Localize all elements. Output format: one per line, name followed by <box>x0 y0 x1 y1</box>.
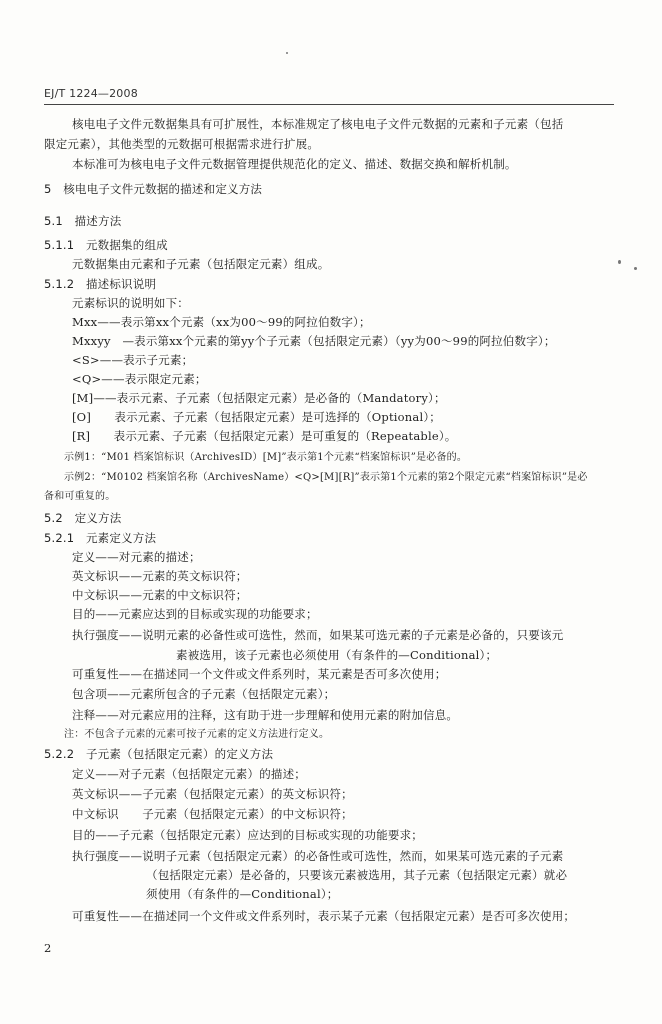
scan-speck <box>634 267 637 270</box>
header-rule <box>44 104 614 105</box>
example-1: 示例1：“M01 档案馆标识（ArchivesID）[M]”表示第1个元素“档案馆标识”是必备的。 <box>64 452 468 463</box>
subelement-definition-item: 中文标识 子元素（包括限定元素）的中文标识符； <box>72 807 353 821</box>
identifier-item: <Q>——表示限定元素； <box>72 372 207 386</box>
scan-speck <box>286 52 288 54</box>
intro-paragraph-1-line-2: 限定元素），其他类型的元数据可根据需求进行扩展。 <box>44 137 320 151</box>
subelement-definition-item-continued: 须使用（有条件的—Conditional）； <box>146 887 339 901</box>
example-2-line-2: 备和可重复的。 <box>44 491 116 502</box>
element-definition-item: 执行强度——说明元素的必备性或可选性，然而，如果某可选元素的子元素是必备的，只要该元 <box>72 628 564 642</box>
identifier-item: [M]——表示元素、子元素（包括限定元素）是必备的（Mandatory）； <box>72 391 446 405</box>
element-definition-item: 注释——对元素应用的注释，这有助于进一步理解和使用元素的附加信息。 <box>72 708 459 722</box>
section-5-heading: 5 核电电子文件元数据的描述和定义方法 <box>44 182 263 196</box>
section-5-1-heading: 5.1 描述方法 <box>44 214 122 228</box>
element-definition-item-continued: 素被选用，该子元素也必须使用（有条件的—Conditional）； <box>176 648 498 662</box>
identifier-item: Mxx——表示第xx个元素（xx为00～99的阿拉伯数字）； <box>72 315 371 329</box>
element-definition-item: 英文标识——元素的英文标识符； <box>72 569 248 583</box>
section-5-2-heading: 5.2 定义方法 <box>44 511 122 525</box>
element-definition-item: 包含项——元素所包含的子元素（包括限定元素）； <box>72 687 336 701</box>
element-definition-item: 可重复性——在描述同一个文件或文件系列时，某元素是否可多次使用； <box>72 667 447 681</box>
subelement-definition-item-continued: （包括限定元素）是必备的，只要该元素被选用，其子元素（包括限定元素）就必 <box>146 868 568 882</box>
subelement-definition-item: 执行强度——说明子元素（包括限定元素）的必备性或可选性，然而，如果某可选元素的子元素 <box>72 849 564 863</box>
element-definition-item: 中文标识——元素的中文标识符； <box>72 588 248 602</box>
element-definition-item: 定义——对元素的描述； <box>72 550 201 564</box>
section-5-1-2-heading: 5.1.2 描述标识说明 <box>44 277 157 291</box>
section-5-2-2-heading: 5.2.2 子元素（包括限定元素）的定义方法 <box>44 747 274 761</box>
identifier-item: Mxxyy —表示第xx个元素的第yy个子元素（包括限定元素）（yy为00～99的阿拉伯数字）； <box>72 334 556 348</box>
identifier-item: [O] 表示元素、子元素（包括限定元素）是可选择的（Optional）； <box>72 410 442 424</box>
subelement-definition-item: 定义——对子元素（包括限定元素）的描述； <box>72 767 306 781</box>
section-5-2-1-heading: 5.2.1 元素定义方法 <box>44 531 157 545</box>
subelement-definition-item: 英文标识——子元素（包括限定元素）的英文标识符； <box>72 787 353 801</box>
section-5-1-1-heading: 5.1.1 元数据集的组成 <box>44 238 168 252</box>
intro-paragraph-2: 本标准可为核电电子文件元数据管理提供规范化的定义、描述、数据交换和解析机制。 <box>72 157 517 171</box>
example-2-line-1: 示例2：“M0102 档案馆名称（ArchivesName）<Q>[M][R]”表示第1个元素的第2个限定元素“档案馆标识”是必 <box>64 472 588 483</box>
standard-code-header: EJ/T 1224—2008 <box>44 87 138 100</box>
section-5-1-1-text: 元数据集由元素和子元素（包括限定元素）组成。 <box>72 257 330 271</box>
identifier-item: <S>——表示子元素； <box>72 353 194 367</box>
page-number: 2 <box>44 941 52 955</box>
element-definition-note: 注：不包含子元素的元素可按子元素的定义方法进行定义。 <box>64 729 330 740</box>
scan-speck <box>618 260 621 264</box>
section-5-1-2-intro: 元素标识的说明如下： <box>72 296 189 310</box>
subelement-definition-item: 可重复性——在描述同一个文件或文件系列时，表示某子元素（包括限定元素）是否可多次使用； <box>72 909 576 923</box>
element-definition-item: 目的——元素应达到的目标或实现的功能要求； <box>72 607 318 621</box>
subelement-definition-item: 目的——子元素（包括限定元素）应达到的目标或实现的功能要求； <box>72 828 423 842</box>
identifier-item: [R] 表示元素、子元素（包括限定元素）是可重复的（Repeatable）。 <box>72 429 457 443</box>
intro-paragraph-1-line-1: 核电电子文件元数据集具有可扩展性，本标准规定了核电电子文件元数据的元素和子元素（包括 <box>72 117 564 131</box>
